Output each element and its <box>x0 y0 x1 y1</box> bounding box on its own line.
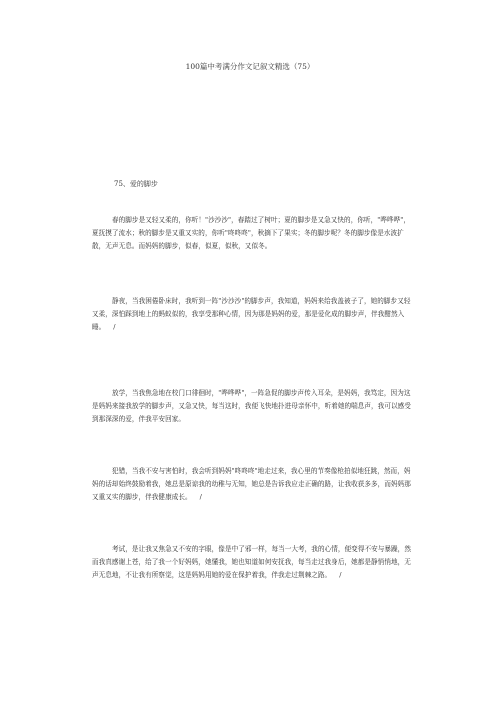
paragraph-text: 考试，是让我又焦急又不安的字眼，像是中了邪一样，每当一大考，我的心情，便变得不安与暴躁，然而我真感谢上苍，给了我一个好妈妈，她懂我，她也知道如何安抚我，每当走过我身后，她都是静悄悄地，无声无息地，不让我有所察觉，这是妈妈用她的爱在保护着我，伴我走过荆棘之路。 <box>92 545 411 579</box>
paragraph-text: 犯错，当我不安与害怕时，我会听到妈妈"咚咚咚"地走过来，我心里的节奏像枪拍似地狂跳，然而，妈妈的话却始终鼓励着我，她总是原谅我的幼稚与无知，她总是告诉我应走正确的路，让我收获多多，而妈妈那又重又实的脚步，伴我健康成长。 <box>92 467 411 501</box>
paragraph-text: 静夜，当我困倦卧床时，我听到一阵"沙沙沙"的脚步声，我知道，妈妈来给我盖被子了，她的脚步又轻又柔，深怕踩到地上的蚂蚁似的，我享受那种心情，因为那是妈妈的爱，那是爱化成的脚步声，伴我酣然入睡。 <box>92 297 411 331</box>
paragraph-text: 春的脚步是又轻又柔的，你听！"沙沙沙"，春踏过了树叶；夏的脚步是又急又快的，你听，"哗哗哗"，夏抚摸了流水；秋的脚步是又重又实的，你听"咚咚咚"，秋摘下了果实；冬的脚步呢？冬的脚步像是水波扩散，无声无息。而妈妈的脚步，似春，似夏，似秋，又似冬。 <box>92 216 411 250</box>
section-title: 75、爱的脚步 <box>114 180 158 188</box>
paragraph-3 <box>92 387 415 426</box>
paragraph-mark: / <box>199 493 202 501</box>
paragraph-text: 放学，当我焦急地在校门口徘徊时，"哗哗哗"，一阵急促的脚步声传入耳朵，是妈妈，我笃定，因为这是妈妈来接我放学的脚步声，又急又快，每当这时，我便飞快地扑进母亲怀中，听着她的喘息声，我可以感受到那深深的爱，伴我平安回家。 <box>92 389 411 423</box>
document-title: 100篇中考满分作文记叙文精选（75） <box>185 62 315 71</box>
paragraph-mark: / <box>339 571 342 579</box>
paragraph-mark: / <box>113 323 116 331</box>
paragraph-1 <box>92 214 415 253</box>
paragraph-2 <box>92 295 415 334</box>
paragraph-5 <box>92 543 415 582</box>
paragraph-4 <box>92 465 415 504</box>
